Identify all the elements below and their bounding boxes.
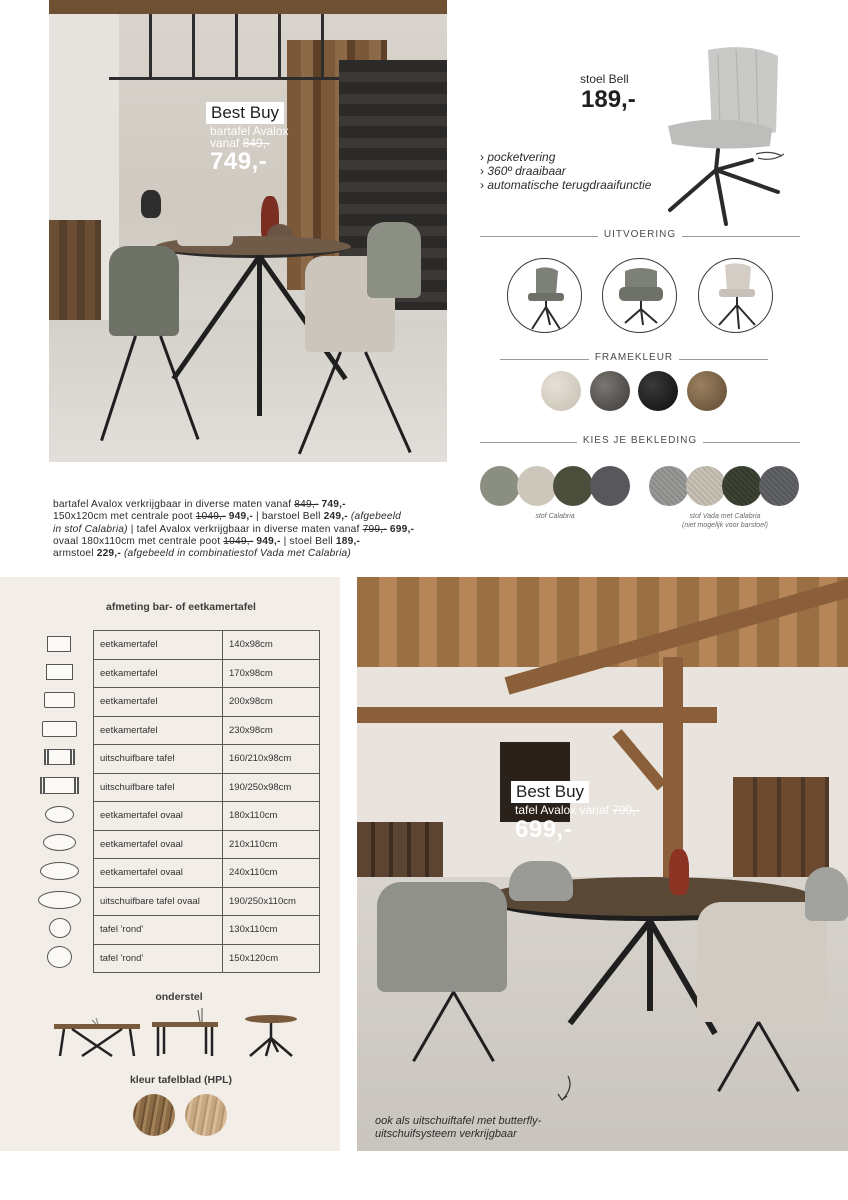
table-leg xyxy=(647,921,653,1011)
mezzanine-railing xyxy=(109,10,339,80)
frame-color-swatch[interactable] xyxy=(590,371,630,411)
table-size: 190/250x110cm xyxy=(223,887,320,916)
desc-price: 749,- xyxy=(318,499,346,510)
desc-text: | tafel Avalox verkrijgbaar in diverse maten vanaf xyxy=(127,523,363,535)
table-type: eetkamertafel xyxy=(94,688,223,717)
desc-text: ovaal 180x110cm met centrale poot xyxy=(53,535,224,547)
table-size: 210x110cm xyxy=(223,830,320,859)
plant-vase xyxy=(141,190,161,218)
fabric-swatch-calabria[interactable] xyxy=(480,466,520,506)
section-title: KIES JE BEKLEDING xyxy=(577,435,703,446)
product-description xyxy=(53,499,443,560)
table-size: 160/210x98cm xyxy=(223,745,320,774)
desc-price: 699,- xyxy=(386,523,415,535)
table-row xyxy=(94,916,320,945)
frame-color-swatch[interactable] xyxy=(638,371,678,411)
sale-price: 699,- xyxy=(515,816,573,843)
extendable-table-icon xyxy=(40,777,79,794)
fabric-swatch-vada[interactable] xyxy=(759,466,799,506)
table-type: uitschuifbare tafel xyxy=(94,745,223,774)
table-size: 180x110cm xyxy=(223,802,320,831)
desc-price: 189,- xyxy=(335,535,361,547)
vase xyxy=(669,849,689,895)
section-header-uitvoering xyxy=(480,229,800,243)
curved-arrow-icon xyxy=(552,1074,574,1104)
old-price: 849,- xyxy=(242,136,271,150)
bar-chair-green xyxy=(109,246,179,336)
round-table-icon xyxy=(49,918,71,938)
caption-line: uitschuifsysteem verkrijgbaar xyxy=(375,1128,517,1140)
frame-color-swatch[interactable] xyxy=(687,371,727,411)
table-row xyxy=(94,631,320,660)
table-row xyxy=(94,944,320,973)
table-size: 240x110cm xyxy=(223,859,320,888)
bar-chair-back xyxy=(367,222,421,298)
table-row xyxy=(94,745,320,774)
section-title: UITVOERING xyxy=(598,229,682,240)
variant-bar-stool xyxy=(507,258,582,333)
rect-table-icon xyxy=(42,721,77,737)
sale-price: 749,- xyxy=(210,148,268,175)
chair-price: 189,- xyxy=(581,86,636,113)
table-type: uitschuifbare tafel xyxy=(94,773,223,802)
chair-bell-image xyxy=(660,42,790,227)
onderstel-title: onderstel xyxy=(155,991,203,1003)
table-type: eetkamertafel xyxy=(94,659,223,688)
table-size: 190/250x98cm xyxy=(223,773,320,802)
caption-line: ook als uitschuiftafel met butterfly- xyxy=(375,1115,542,1127)
extendable-oval-table-icon xyxy=(38,891,81,909)
desc-note: (afgebeeld in combinatiestof Vada met Calabria) xyxy=(120,548,352,560)
table-row xyxy=(94,688,320,717)
desc-old-price: 799,- xyxy=(362,523,387,535)
table-row xyxy=(94,716,320,745)
table-type: eetkamertafel ovaal xyxy=(94,830,223,859)
desc-text: 150x120cm met centrale poot xyxy=(53,511,196,523)
from-prefix: vanaf xyxy=(210,136,240,150)
fabric-caption-calabria: stof Calabria xyxy=(535,513,575,520)
desc-note: in stof Calabria) xyxy=(53,523,128,535)
desc-old-price: 1049,- xyxy=(195,511,226,523)
dining-chair-beige xyxy=(697,902,827,1022)
round-table-icon xyxy=(47,946,72,968)
desc-note: (afgebeeld xyxy=(347,511,402,523)
section-header-framekleur xyxy=(500,352,768,366)
armchair-icon xyxy=(603,259,677,333)
tabletop-color-swatch[interactable] xyxy=(133,1094,175,1136)
oval-table-icon xyxy=(45,806,74,823)
feature-item: › 360º draaibaar xyxy=(480,164,651,178)
star-frame-round-table-icon xyxy=(244,1012,298,1058)
rect-table-icon xyxy=(44,692,75,708)
table-row xyxy=(94,859,320,888)
top-interior-photo xyxy=(49,0,447,462)
desc-price: 249,- xyxy=(323,511,348,523)
table-type: eetkamertafel xyxy=(94,716,223,745)
bottom-interior-photo xyxy=(357,577,848,1151)
table-size: 150x120cm xyxy=(223,944,320,973)
desc-old-price: 1049,- xyxy=(223,535,254,547)
table-type: uitschuifbare tafel ovaal xyxy=(94,887,223,916)
caption-line: stof Vada met Calabria xyxy=(689,513,761,520)
desc-text: bartafel Avalox verkrijgbaar in diverse maten vanaf xyxy=(53,499,295,510)
product-name: tafel Avalox vanaf xyxy=(515,803,609,817)
feature-item: › pocketvering xyxy=(480,150,651,164)
best-buy-badge: Best Buy xyxy=(206,102,284,124)
oval-table-icon xyxy=(40,862,79,880)
old-price: 799,- xyxy=(612,803,640,817)
chair-icon xyxy=(699,259,773,333)
fabric-swatch-calabria[interactable] xyxy=(590,466,630,506)
table-size: 230x98cm xyxy=(223,716,320,745)
table-row xyxy=(94,773,320,802)
variant-armchair xyxy=(602,258,677,333)
spider-frame-table-icon xyxy=(52,1016,142,1060)
section-header-bekleding xyxy=(480,435,800,449)
desc-price: 949,- xyxy=(225,511,254,523)
rect-table-icon xyxy=(47,636,71,652)
desc-text: | barstoel Bell xyxy=(253,511,324,523)
oval-table-icon xyxy=(43,834,76,851)
table-size: 130x110cm xyxy=(223,916,320,945)
fabric-swatch-calabria[interactable] xyxy=(517,466,557,506)
table-type: eetkamertafel xyxy=(94,631,223,660)
table-row xyxy=(94,830,320,859)
bar-chair-back xyxy=(177,216,233,246)
table-row xyxy=(94,659,320,688)
tafelblad-title: kleur tafelblad (HPL) xyxy=(129,1074,233,1086)
tabletop-color-swatch[interactable] xyxy=(185,1094,227,1136)
section-title: FRAMEKLEUR xyxy=(589,352,679,363)
u-frame-table-icon xyxy=(150,1004,220,1058)
table-type: eetkamertafel ovaal xyxy=(94,802,223,831)
desc-text: | stoel Bell xyxy=(280,535,336,547)
desc-old-price: 849,- xyxy=(294,499,319,510)
feature-item: › automatische terugdraaifunctie xyxy=(480,178,651,192)
caption-line: (niet mogelijk voor barstoel) xyxy=(682,522,768,529)
table-size: 140x98cm xyxy=(223,631,320,660)
dimensions-table xyxy=(93,630,320,973)
ceiling-beam xyxy=(49,0,447,14)
fabric-swatch-calabria[interactable] xyxy=(553,466,593,506)
dining-chair-back xyxy=(805,867,848,921)
dining-armchair-grey xyxy=(377,882,507,992)
product-name: bartafel Avalox xyxy=(210,124,289,138)
table-size: 200x98cm xyxy=(223,688,320,717)
fabric-caption-vada xyxy=(660,512,790,530)
best-buy-badge: Best Buy xyxy=(511,781,589,803)
frame-color-swatch[interactable] xyxy=(541,371,581,411)
fabric-swatch-vada[interactable] xyxy=(722,466,762,506)
fabric-swatch-vada[interactable] xyxy=(686,466,726,506)
dimensions-title: afmeting bar- of eetkamertafel xyxy=(106,601,256,613)
table-row xyxy=(94,802,320,831)
bar-stool-icon xyxy=(508,259,582,333)
dining-chair-back xyxy=(509,861,573,901)
table-type: eetkamertafel ovaal xyxy=(94,859,223,888)
table-leg xyxy=(257,256,262,416)
variant-chair xyxy=(698,258,773,333)
extendable-table-icon xyxy=(44,749,75,765)
table-type: tafel 'rond' xyxy=(94,944,223,973)
table-type: tafel 'rond' xyxy=(94,916,223,945)
table-row xyxy=(94,887,320,916)
desc-price: 949,- xyxy=(253,535,281,547)
desc-price: 229,- xyxy=(96,548,121,560)
fabric-swatch-vada[interactable] xyxy=(649,466,689,506)
table-size: 170x98cm xyxy=(223,659,320,688)
rect-table-icon xyxy=(46,664,73,680)
desc-text: armstoel xyxy=(53,548,97,560)
extendable-caption xyxy=(375,1115,541,1141)
chair-name: stoel Bell xyxy=(580,72,629,86)
feature-list xyxy=(480,150,651,192)
